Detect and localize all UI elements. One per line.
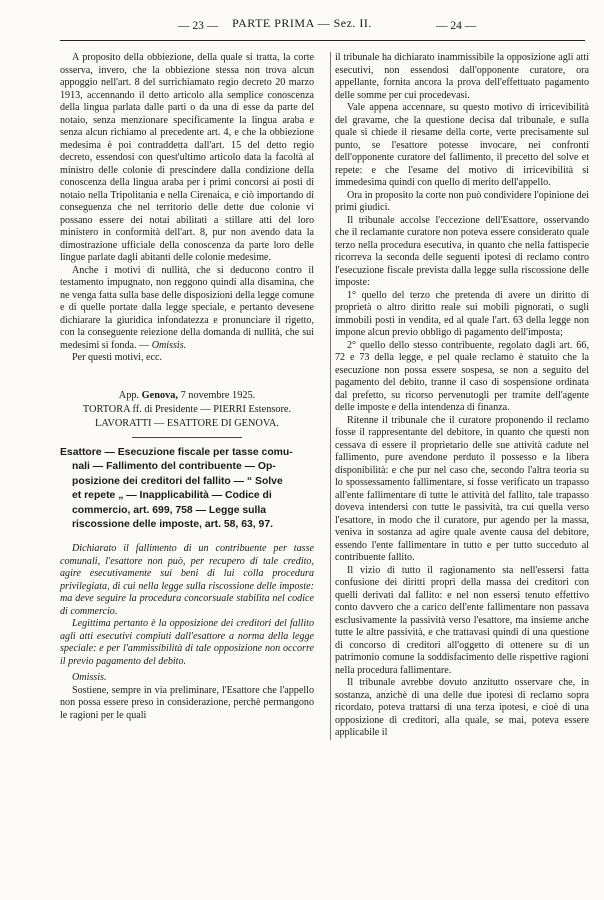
left-column (60, 52, 314, 722)
paragraph: 2° quello dello stesso contribuente, regolato dagli art. 66, 72 e 73 della legge, e pel quale reclamo è statuito che la esecuzione non possa essere sospesa, se non a seguito del pagamento del debito, tranne il caso di sospensione ordinata dal prefetto, su ricorso pervenutogli per tramite dell'agente delle imposte e della intendenza di finanza. (335, 339, 589, 413)
maxim: Dichiarato il fallimento di un contribuente per tasse comunali, l'esattore non può, per recupero di tale credito, agire esecutivamente sui beni di lui colla procedura privilegiata, di cui nella legge sulla riscossione delle imposte: ma deve seguire la procedura concorsuale stabilita nel codice di commercio. (60, 543, 314, 617)
header-rule (60, 40, 585, 41)
paragraph: Il tribunale accolse l'eccezione dell'Esattore, osservando che il reclamante curatore non poteva essere considerato quale terzo nella procedura esecutiva, in quanto che nella fattispecie ricorreva la seconda delle seguenti ipotesi di reclamo contro l'esecuzione fiscale prevista dalla legge sulla riscossione delle imposte: (335, 214, 589, 288)
keyword-line: riscossione delle imposte, art. 58, 63, 97. (72, 519, 273, 531)
keyword-line: et repete „ — Inapplicabilità — Codice di (72, 490, 272, 502)
paragraph: il tribunale ha dichiarato inammissibile la opposizione agli atti esecutivi, non essendosi dall'opponente curatore, ora appellante, fornita ancora la prova dell'effettuato pagamento delle somme per cui procedevasi. (335, 52, 589, 101)
court-prefix: App. (118, 389, 140, 401)
separator (132, 437, 242, 438)
paragraph: Per questi motivi, ecc. (72, 352, 162, 363)
keyword-line: commercio, art. 699, 758 — Legge sulla (72, 504, 267, 516)
paragraph-text: Anche i motivi di nullità, che si deducono contro il testamento impugnato, non reggono quindi alla disamina, che ne venga fatta sulla base delle disposizioni della legge comune e di quelle portate dalla legge speciale, e pertanto devesene dichiarare la giuridica infondatezza e pronunciare il rigetto, con la conseguente reiezione della domanda di nullità, che sui medesimi si fonda. — (60, 264, 314, 351)
keywords-block (60, 446, 314, 534)
parties-line: LAVORATTI — ESATTORE DI GENOVA. (95, 417, 279, 429)
paragraph: 1° quello del terzo che pretenda di avere un diritto di proprietà o altro diritto reale sui mobili pignorati, o sugli immobili posti in vendita, ed al quale l'art. 63 della legge non impone alcun previo obbligo di pagamento dell'imposta; (335, 289, 589, 338)
paragraph: Sostiene, sempre in via preliminare, l'Esattore che l'appello non possa essere preso in considerazione, perchè permangono le ragioni per le quali (60, 684, 314, 721)
case-heading (60, 389, 314, 431)
paragraph (60, 265, 314, 353)
keyword-line: Esattore — Esecuzione fiscale per tasse comu- (60, 446, 293, 458)
paragraph: Ritenne il tribunale che il curatore proponendo il reclamo fosse il rappresentante del debitore, in quanto che questi non cessava di essere il proprietario delle sue attività cadute nel fallimento, pure avendone perduto il possesso e la libera disponibilità: e che pur nel caso che, secondo l'altra teoria su lo spossessamento fallimentare, si fosse verificato un trapasso all'ente fallimentare di tutte le attività del fallito, tale trapasso doveva intendersi con tutte le passività, tra cui quella verso l'esattore, in modo che il curatore, pur agendo per la massa, veniva in sostanza ad agire quale avente causa del debitore, essendo l'ente fallimentare in tutto e per tutto succeduto al contribuente fallito. (335, 414, 589, 563)
omissis-note: Omissis. (151, 339, 187, 351)
decision-date: 7 novembre 1925. (180, 389, 256, 401)
paragraph: A proposito della obbiezione, della quale si tratta, la corte osserva, invero, che la obbiezione stessa non trova alcun appoggio nell'art. 8 del surrichiamato regio decreto 20 marzo 1913, accennando il detto articolo alla semplice conoscenza della lingua parlata dalle parti o da una di esse da parte del notaio, senza menzionare specificamente la lingua araba e senza alcun richiamo al precedente art. 4, e che la obbiezione medesima è poi contraddetta dall'art. 15 del detto regio decreto, essendosi con quest'ultimo articolo data la facoltà al ministro delle colonie di prescindere dalla condizione della conoscenza della lingua araba per i primi concorsi ai posti di notaio nella Tripolitania e nella Cirenaica, e ciò importando di conseguenza che nel territorio delle dette due colonie vi possano essere dei notai abilitati a stillare atti del loro ministero in conformità dell'art. 8, pur non avendo data la dimostrazione ufficiale della conoscenza da parte loro delle lingue parlate dagli abitanti delle colonie medesime. (60, 52, 314, 263)
court-line (60, 389, 314, 403)
keyword-line: nali — Fallimento del contribuente — Op- (72, 461, 276, 473)
page-header (0, 16, 604, 38)
right-column (330, 52, 589, 740)
paragraph: Ora in proposito la corte non può condividere l'opinione dei primi giudici. (335, 189, 589, 213)
paragraph: Il vizio di tutto il ragionamento sta nell'essersi fatta confusione dei diritti propri della massa dei creditori con quelli derivati dal fallito: e nel non essersi tenuto effettivo conto davvero che a carico dell'ente fallimentare non passava esclusivamente la passività verso l'esattore, ma insieme anche tutte le altre passività, e che trattavasi quindi di una questione di concorso di creditori all'oggetto di ottenere su di un patrimonio comune la soddisfacimento delle rispettive ragioni nella procedura fallimentare. (335, 564, 589, 676)
paragraph: Il tribunale avrebbe dovuto anzitutto osservare che, in sostanza, anzichè di una delle due ipotesi di reclamo sopra ricordato, poteva trattarsi di una terza ipotesi, e cioè di una opposizione di creditori, alla quale, se mai, poteva essere applicabile il (335, 677, 589, 738)
keyword-line: posizione dei creditori del fallito — “ Solve (72, 475, 283, 487)
page-number-left: — 23 — (178, 20, 219, 32)
paragraph: Vale appena accennare, su questo motivo di irricevibilità del gravame, che la questione decisa dal tribunale, e sulla quale si chiede il riesame della corte, verte precisamente sul punto, se l'esattore potesse invocare, nei confronti dell'opponente curatore del fallimento, il precetto del solve et repete: e che l'esame del motivo di irricevibilità si immedesima quindi con quello di merito dell'appello. (335, 102, 589, 188)
omissis-note: Omissis. (72, 672, 107, 684)
page-number-right: — 24 — (436, 20, 477, 32)
maxim: Legittima pertanto è la opposizione dei creditori del fallito agli atti esecutivi compiuti dall'esattore a norma della legge speciale: e per l'ammissibilità di tale opposizione non occorre il previo pagamento del debito. (60, 618, 314, 667)
section-title: PARTE PRIMA — Sez. II. (232, 16, 372, 30)
bench-line: TORTORA ff. di Presidente — PIERRI Estensore. (82, 403, 292, 415)
court-city: Genova, (141, 389, 178, 401)
